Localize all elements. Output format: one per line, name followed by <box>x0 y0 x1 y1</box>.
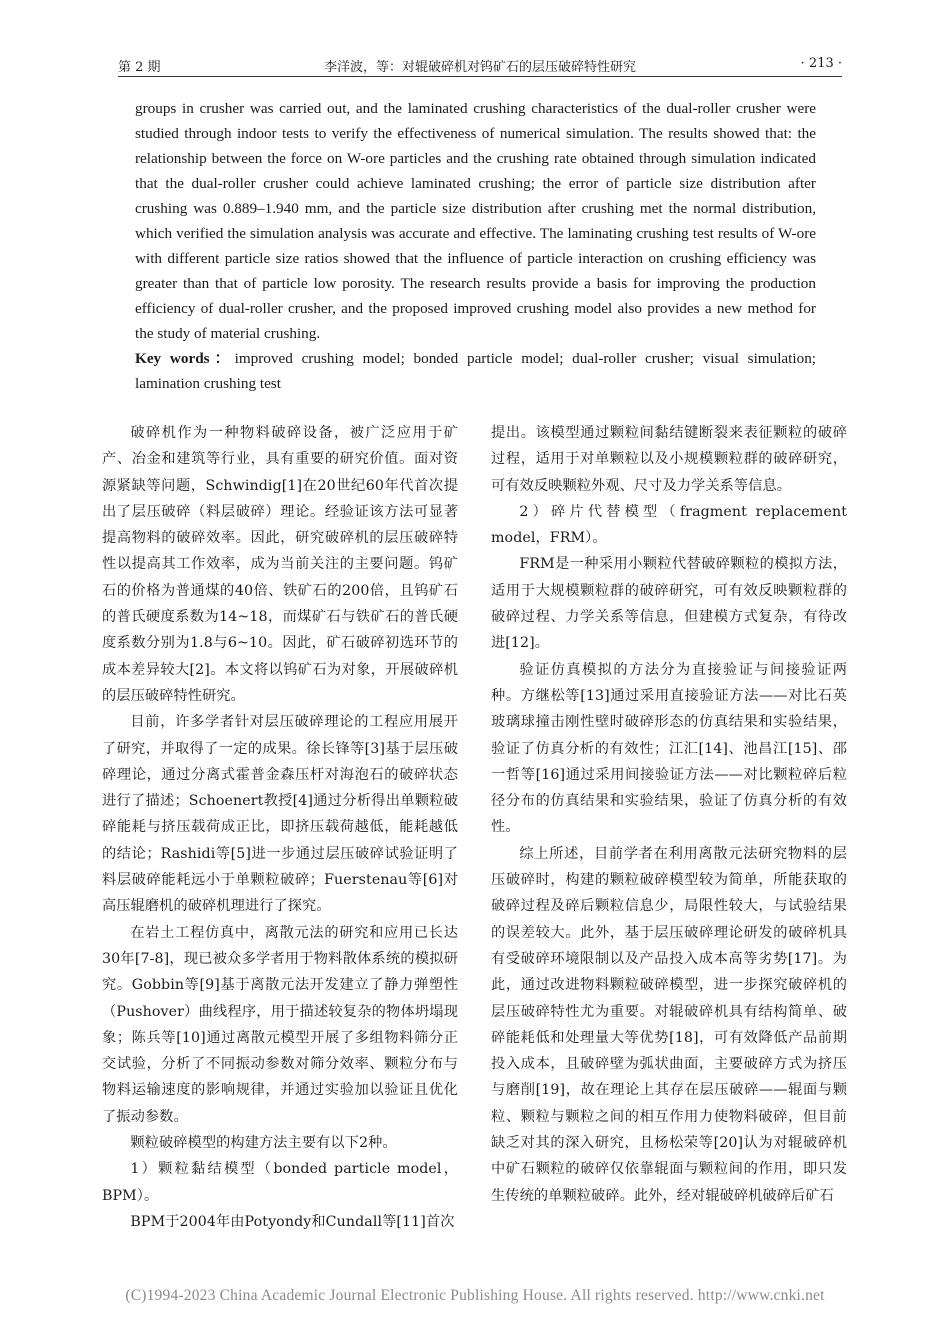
paragraph: 在岩土工程仿真中，离散元法的研究和应用已长达30年[7-8]，现已被众多学者用于物料散体系统的模拟研究。Gobbin等[9]基于离散元法开发建立了静力弹塑性（Pushover）曲线程序，用于描述较复杂的物体坍塌现象；陈兵等[10]通过离散元模型开展了多组物料筛分正交试验，分析了不同振动参数对筛分效率、颗粒分布与物料运输速度的影响规律，并通过实验加以验证且优化了振动参数。 <box>102 924 458 1125</box>
issue-number: 第 2 期 <box>118 60 161 75</box>
paragraph: 目前，许多学者针对层压破碎理论的工程应用展开了研究，并取得了一定的成果。徐长锋等[3]基于层压破碎理论，通过分离式霍普金森压杆对海泡石的破碎状态进行了描述；Schoenert教授[4]通过分析得出单颗粒破碎能耗与挤压载荷成正比，即挤压载荷越低，能耗越低的结论；Rashidi等[5]进一步通过层压破碎试验证明了料层破碎能耗远小于单颗粒破碎；Fuerstenau等[6]对高压辊磨机的破碎机理进行了探究。 <box>102 714 458 915</box>
paragraph: 提出。该模型通过颗粒间黏结键断裂来表征颗粒的破碎过程，适用于对单颗粒以及小规模颗粒群的破碎研究，可有效反映颗粒外观、尺寸及力学关系等信息。 <box>491 425 847 494</box>
page-number: · 213 · <box>800 56 842 71</box>
keywords-label: Key words： <box>135 350 235 367</box>
abstract-body: groups in crusher was carried out, and the laminated crushing characteristics of the dual-roller crusher were studied through indoor tests to verify the effectiveness of numerical simulation. The results showed that: the relationship between the force on W-ore particles and the crushing rate obtained through simulation indicated that the dual-roller crusher could achieve laminated crushing; the error of particle size distribution after crushing was 0.889–1.940 mm, and the particle size distribution after crushing met the normal distribution, which verified the simulation analysis was accurate and effective. The laminating crushing test results of W-ore with different particle size ratios showed that the influence of particle interaction on crushing efficiency was greater than that of particle low porosity. The research results provide a basis for improving the production efficiency of dual-roller crusher, and the proposed improved crushing model also provides a new method for the study of material crushing. <box>135 100 816 342</box>
keywords-text: improved crushing model; bonded particle model; dual-roller crusher; visual simulation; lamination crushing test <box>135 350 817 392</box>
running-title: 李洋波，等：对辊破碎机对钨矿石的层压破碎特性研究 <box>323 60 636 75</box>
paragraph: 验证仿真模拟的方法分为直接验证与间接验证两种。方继松等[13]通过采用直接验证方法——对比石英玻璃球撞击刚性壁时破碎形态的仿真结果和实验结果，验证了仿真分析的有效性；江汇[14]、池昌江[15]、邵一哲等[16]通过采用间接验证方法——对比颗粒碎后粒径分布的仿真结果和实验结果，验证了仿真分析的有效性。 <box>491 661 847 836</box>
paragraph: 颗粒破碎模型的构建方法主要有以下2种。 <box>130 1135 397 1152</box>
copyright-footer: (C)1994-2023 China Academic Journal Electronic Publishing House. All rights reserved. http://www.cnki.net <box>125 1287 825 1304</box>
paragraph: BPM于2004年由Potyondy和Cundall等[11]首次 <box>130 1213 455 1230</box>
keywords-line <box>135 346 816 396</box>
left-column <box>102 420 458 1235</box>
paragraph: 破碎机作为一种物料破碎设备，被广泛应用于矿产、冶金和建筑等行业，具有重要的研究价值。面对资源紧缺等问题，Schwindig[1]在20世纪60年代首次提出了层压破碎（料层破碎）理论。经验证该方法可显著提高物料的破碎效率。因此，研究破碎机的层压破碎特性以提高其工作效率，成为当前关注的主要问题。钨矿石的价格为普通煤的40倍、铁矿石的200倍，且钨矿石的普氏硬度系数为14~18，而煤矿石与铁矿石的普氏硬度系数分别为1.8与6~10。因此，矿石破碎初选环节的成本差异较大[2]。本文将以钨矿石为对象，开展破碎机的层压破碎特性研究。 <box>102 425 458 704</box>
paragraph: 综上所述，目前学者在利用离散元法研究物料的层压破碎时，构建的颗粒破碎模型较为简单，所能获取的破碎过程及碎后颗粒信息少，局限性较大，与试验结果的误差较大。此外，基于层压破碎理论研发的破碎机具有受破碎环境限制以及产品投入成本高等劣势[17]。为此，通过改进物料颗粒破碎模型，进一步探究破碎机的层压破碎特性尤为重要。对辊破碎机具有结构简单、破碎能耗低和处理量大等优势[18]，可有效降低产品前期投入成本，且破碎壁为弧状曲面，主要破碎方式为挤压与磨削[19]，故在理论上其存在层压破碎——辊面与颗粒、颗粒与颗粒之间的相互作用力使物料破碎，但目前缺乏对其的深入研究，且杨松荣等[20]认为对辊破碎机中矿石颗粒的破碎仅依靠辊面与颗粒间的作用，即只发生传统的单颗粒破碎。此外，经对辊破碎机破碎后矿石 <box>491 845 847 1204</box>
paragraph: 1）颗粒黏结模型（bonded particle model，BPM）。 <box>102 1161 458 1204</box>
paragraph: 2）碎片代替模型（fragment replacement model，FRM）。 <box>491 503 847 547</box>
running-header <box>118 50 842 77</box>
right-column <box>491 420 847 1209</box>
paragraph: FRM是一种采用小颗粒代替破碎颗粒的模拟方法，适用于大规模颗粒群的破碎研究，可有效反映颗粒群的破碎过程、力学关系等信息，但建模方式复杂，有待改进[12]。 <box>491 556 847 652</box>
english-abstract <box>135 96 816 396</box>
